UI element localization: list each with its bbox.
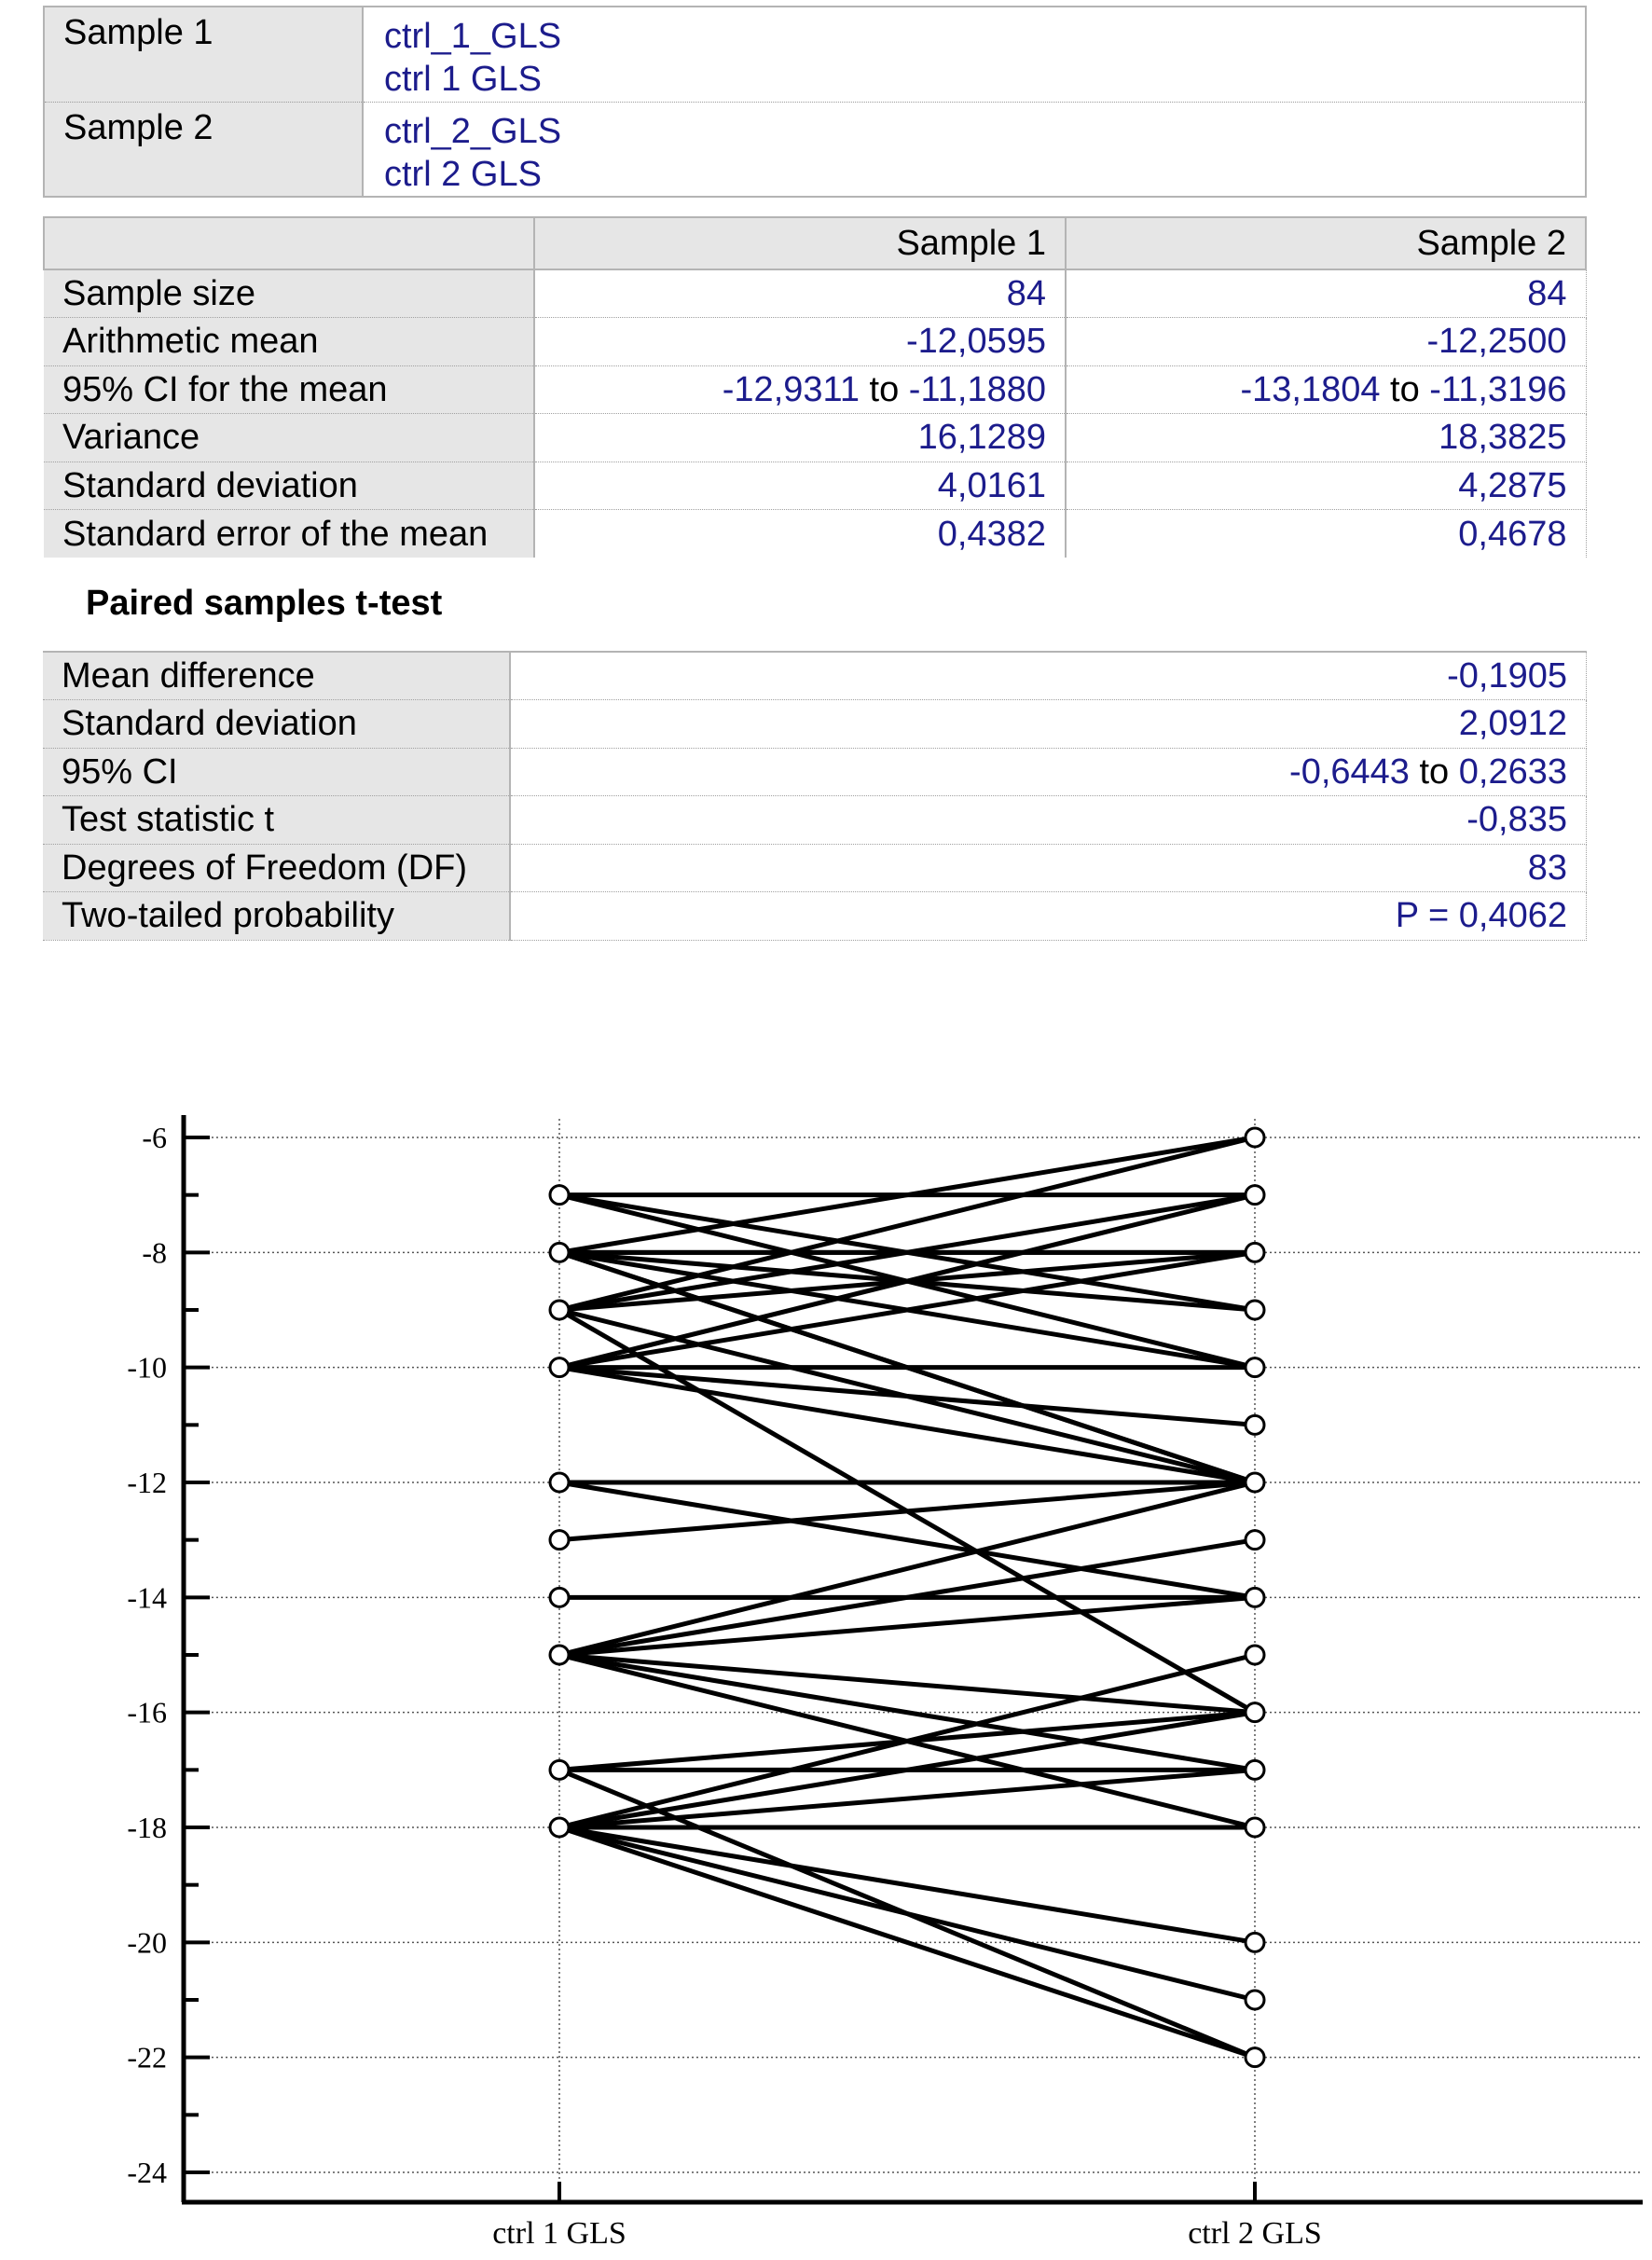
table-header-row — [44, 217, 1586, 269]
sample-label: Sample 1 — [44, 7, 363, 102]
sample-name — [363, 102, 1586, 197]
row-label: Standard deviation — [44, 462, 534, 510]
table-row — [44, 462, 1586, 510]
ctrl2-point — [1246, 2048, 1264, 2067]
table-row — [44, 414, 1586, 462]
sample-label: Sample 2 — [44, 102, 363, 197]
ctrl2-point — [1246, 1760, 1264, 1779]
pair-line — [559, 1482, 1255, 1540]
ctrl2-point — [1246, 1473, 1264, 1492]
row-label: Test statistic t — [43, 796, 510, 845]
descriptive-stats-table — [43, 216, 1587, 558]
ctrl2-point — [1246, 1415, 1264, 1434]
pair-line — [559, 1770, 1255, 1827]
pair-line — [559, 1655, 1255, 1713]
ci-lower: -13,1804 — [1240, 369, 1381, 409]
ctrl1-point — [550, 1186, 569, 1205]
paired-test-title: Paired samples t-test — [86, 584, 443, 623]
ci-value — [510, 748, 1587, 796]
row-label: Sample size — [44, 269, 534, 318]
ctrl1-point — [550, 1358, 569, 1377]
ctrl1-point — [550, 1301, 569, 1319]
x-category-label: ctrl 1 GLS — [492, 2216, 626, 2251]
row-value: -0,835 — [510, 796, 1587, 845]
row-value: 83 — [510, 844, 1587, 892]
pair-line — [559, 1597, 1255, 1655]
table-row — [43, 844, 1587, 892]
ctrl1-point — [550, 1646, 569, 1664]
paired-dot-line-chart — [0, 1072, 1652, 2260]
ci-to: to — [1390, 369, 1420, 409]
pair-line — [559, 1655, 1255, 1770]
pair-lines — [559, 1137, 1255, 2058]
ctrl2-point — [1246, 1646, 1264, 1664]
sample-row — [44, 102, 1586, 197]
ci-upper: 0,2633 — [1458, 751, 1567, 792]
sample-2-value: 4,2875 — [1066, 462, 1586, 510]
sample-1-value: 4,0161 — [534, 462, 1066, 510]
pair-line — [559, 1827, 1255, 2058]
ctrl2-point — [1246, 1358, 1264, 1377]
row-label: Degrees of Freedom (DF) — [43, 844, 510, 892]
sample-description: ctrl 1 GLS — [384, 60, 542, 100]
table-row — [44, 510, 1586, 558]
table-row — [44, 365, 1586, 414]
sample-2-ci — [1066, 365, 1586, 414]
pair-line — [559, 1368, 1255, 1426]
sample-variable: ctrl_2_GLS — [384, 111, 562, 151]
sample-1-value: 16,1289 — [534, 414, 1066, 462]
row-value: -0,1905 — [510, 652, 1587, 700]
y-tick-label: -6 — [142, 1121, 167, 1154]
row-label: Standard error of the mean — [44, 510, 534, 558]
header-sample-1: Sample 1 — [534, 217, 1066, 269]
sample-1-value: 84 — [534, 269, 1066, 318]
row-label: 95% CI for the mean — [44, 365, 534, 414]
y-tick-label: -24 — [127, 2156, 167, 2189]
y-tick-label: -12 — [127, 1466, 167, 1499]
table-row — [44, 318, 1586, 366]
table-row — [43, 700, 1587, 749]
sample-1-value: 0,4382 — [534, 510, 1066, 558]
row-label: Variance — [44, 414, 534, 462]
pair-line — [559, 1368, 1255, 1482]
ctrl2-point — [1246, 1991, 1264, 2009]
ctrl1-point — [550, 1473, 569, 1492]
ctrl2-point — [1246, 1703, 1264, 1722]
row-label: Standard deviation — [43, 700, 510, 749]
ctrl2-point — [1246, 1531, 1264, 1550]
pair-line — [559, 1482, 1255, 1655]
ctrl1-point — [550, 1531, 569, 1550]
x-category-label: ctrl 2 GLS — [1188, 2216, 1322, 2251]
sample-2-value: -12,2500 — [1066, 318, 1586, 366]
sample-2-value: 84 — [1066, 269, 1586, 318]
ci-upper: -11,3196 — [1429, 369, 1567, 409]
table-row — [43, 652, 1587, 700]
ci-upper: -11,1880 — [908, 369, 1046, 409]
ctrl2-point — [1246, 1243, 1264, 1261]
ci-to: to — [1419, 751, 1450, 792]
pair-line — [559, 1137, 1255, 1310]
row-value: 2,0912 — [510, 700, 1587, 749]
table-row — [43, 892, 1587, 941]
y-tick-label: -20 — [127, 1925, 167, 1960]
ci-lower: -12,9311 — [722, 369, 860, 409]
sample-row — [44, 7, 1586, 102]
ctrl1-point — [550, 1760, 569, 1779]
ctrl2-point — [1246, 1301, 1264, 1319]
ctrl2-point — [1246, 1933, 1264, 1951]
sample-1-value: -12,0595 — [534, 318, 1066, 366]
pair-line — [559, 1482, 1255, 1597]
sample-names-table — [43, 6, 1587, 198]
ctrl2-point — [1246, 1128, 1264, 1147]
table-row — [44, 269, 1586, 318]
row-label: Mean difference — [43, 652, 510, 700]
header-sample-2: Sample 2 — [1066, 217, 1586, 269]
table-row — [43, 796, 1587, 845]
y-tick-label: -18 — [127, 1811, 167, 1844]
sample-1-ci — [534, 365, 1066, 414]
ctrl1-point — [550, 1588, 569, 1606]
row-label: Arithmetic mean — [44, 318, 534, 366]
table-row — [43, 748, 1587, 796]
paired-test-table — [43, 651, 1587, 941]
row-value: P = 0,4062 — [510, 892, 1587, 941]
y-tick-label: -10 — [127, 1350, 167, 1385]
ctrl1-point — [550, 1818, 569, 1837]
sample-name — [363, 7, 1586, 102]
ctrl2-point — [1246, 1588, 1264, 1606]
y-tick-label: -16 — [127, 1695, 167, 1729]
y-tick-label: -22 — [127, 2040, 167, 2074]
sample-2-value: 0,4678 — [1066, 510, 1586, 558]
row-label: 95% CI — [43, 748, 510, 796]
y-tick-label: -14 — [127, 1580, 167, 1615]
sample-2-value: 18,3825 — [1066, 414, 1586, 462]
ctrl1-point — [550, 1243, 569, 1261]
ctrl2-point — [1246, 1186, 1264, 1205]
ci-to: to — [869, 369, 900, 409]
pair-line — [559, 1827, 1255, 2000]
sample-variable: ctrl_1_GLS — [384, 17, 562, 56]
sample-description: ctrl 2 GLS — [384, 155, 542, 195]
y-tick-label: -8 — [142, 1235, 167, 1270]
header-blank — [44, 217, 534, 269]
ctrl2-point — [1246, 1818, 1264, 1837]
row-label: Two-tailed probability — [43, 892, 510, 941]
ci-lower: -0,6443 — [1289, 751, 1410, 792]
pair-line — [559, 1827, 1255, 1942]
